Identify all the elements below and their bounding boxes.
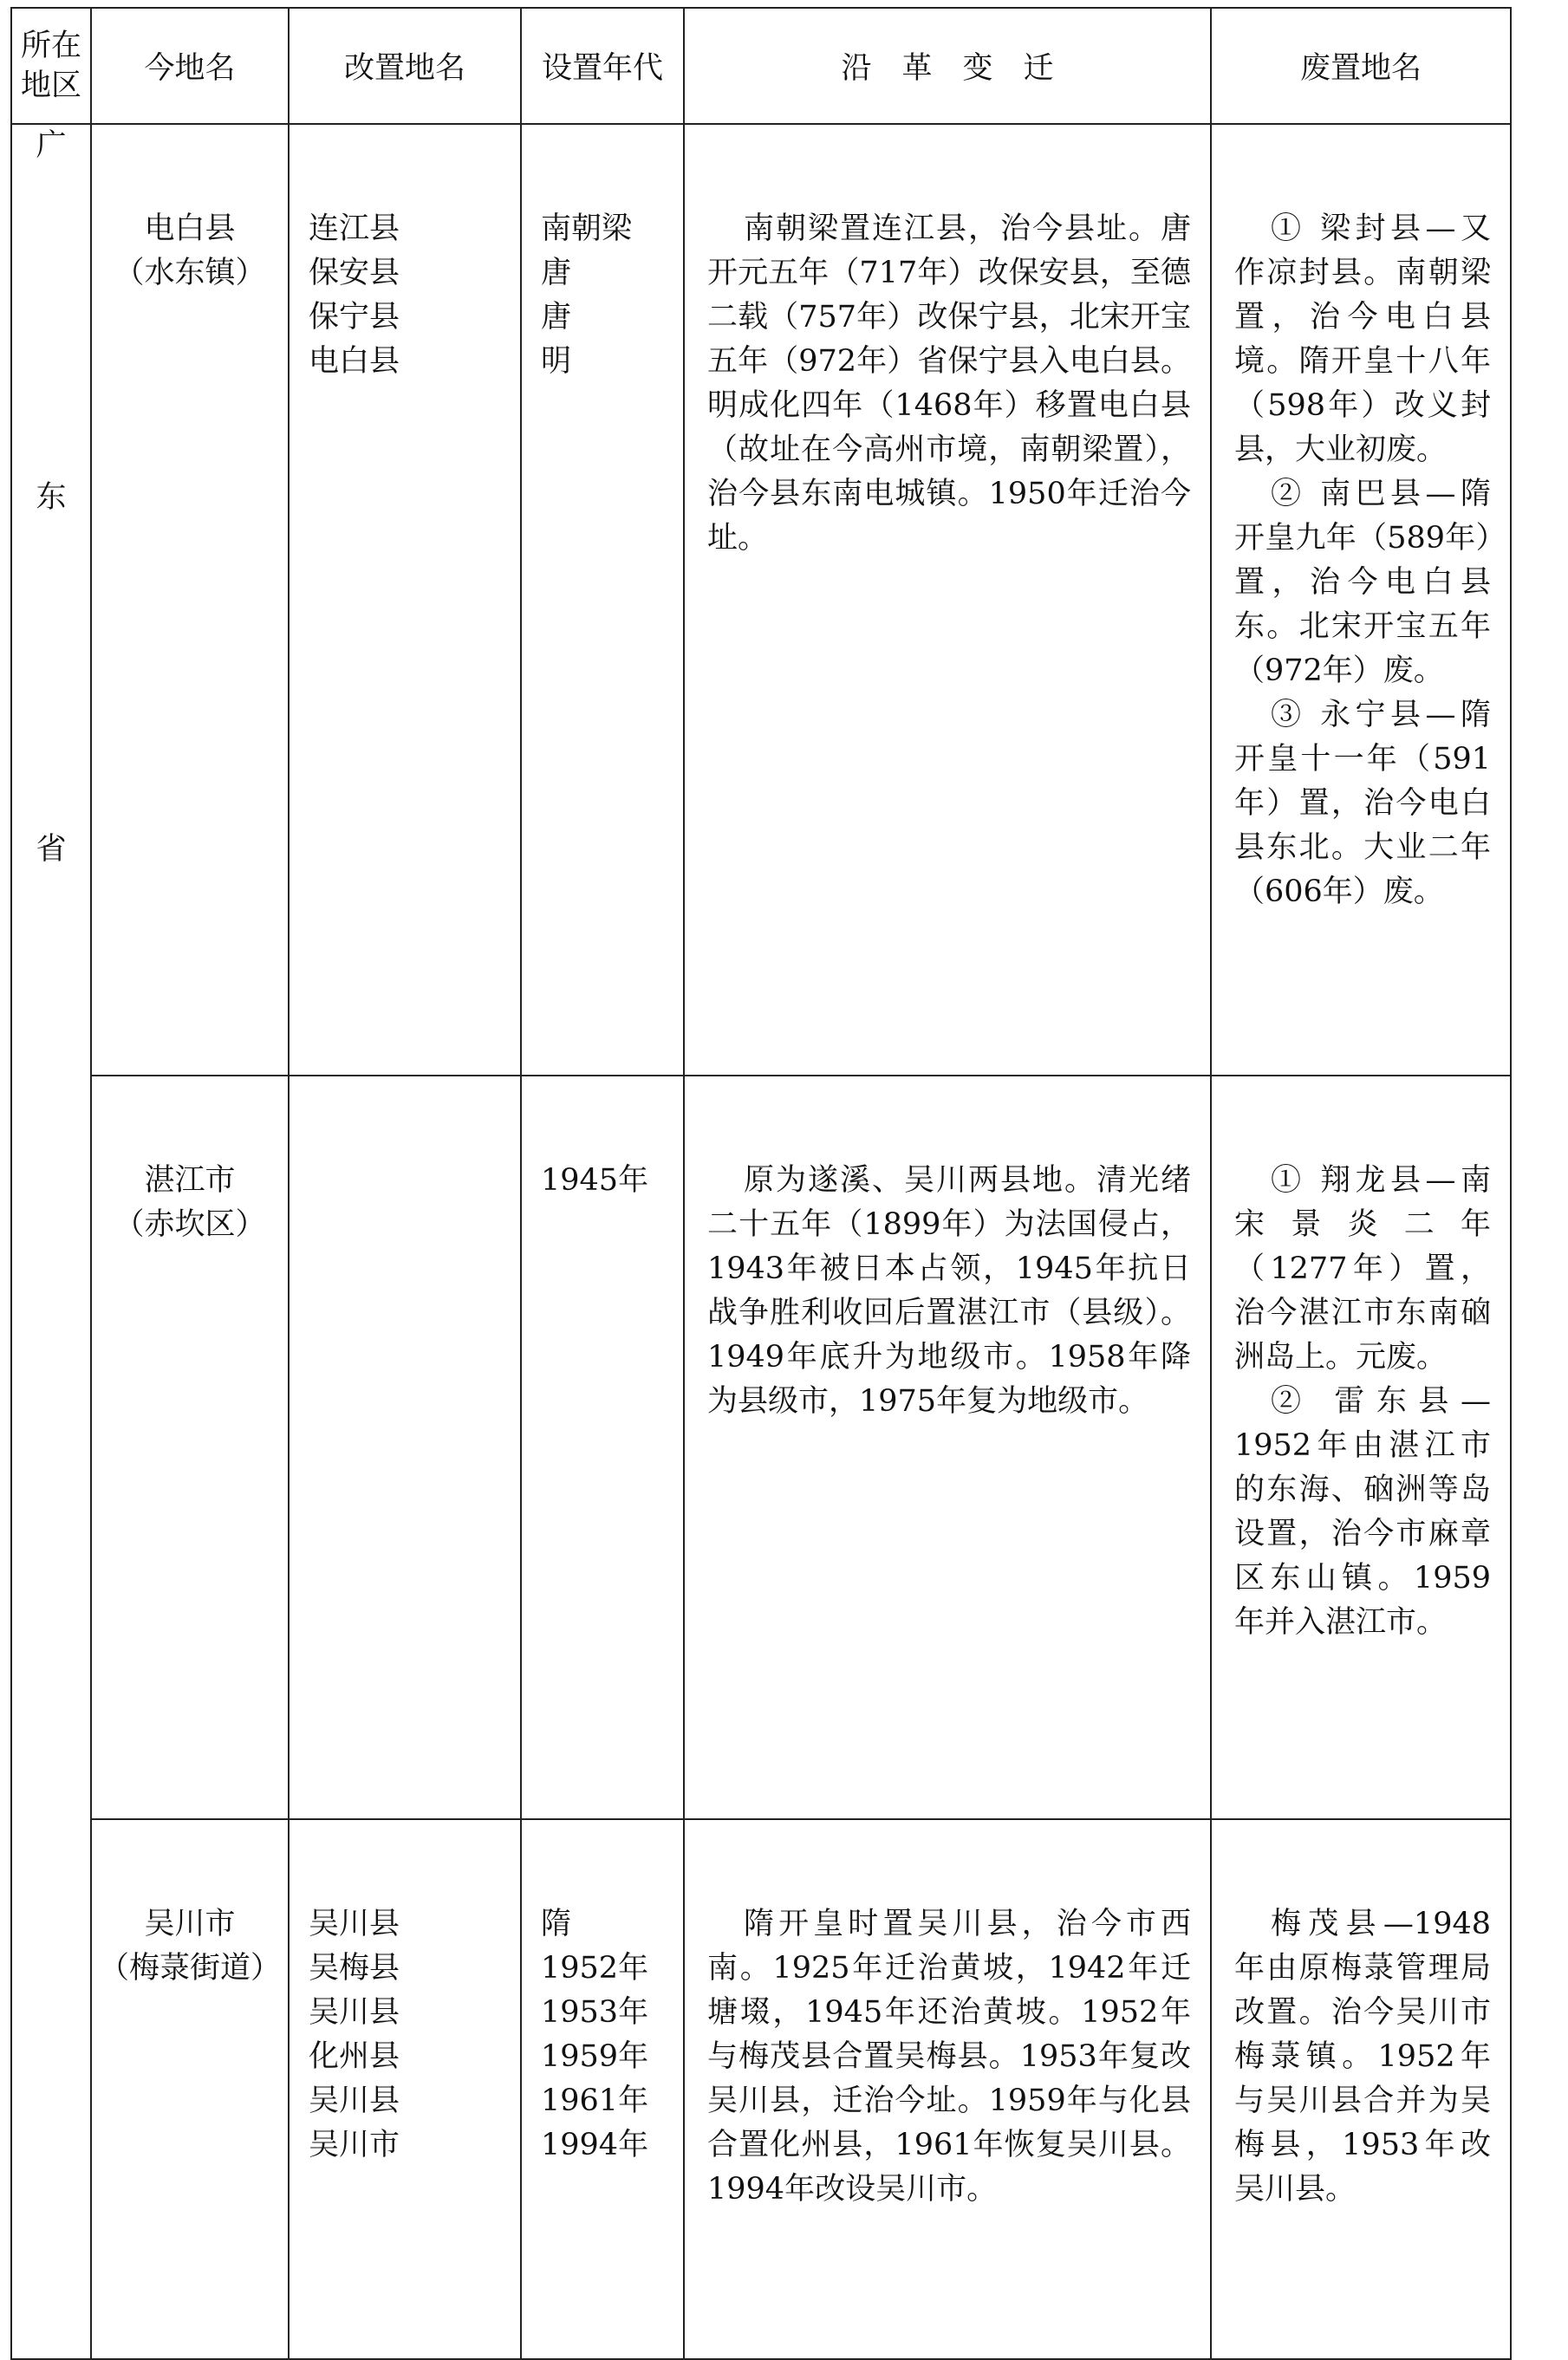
region-cell [11,124,91,2359]
header-renamed: 改置地名 [289,8,521,124]
header-region: 所在 地区 [11,8,91,124]
header-history: 沿 革 变 迁 [684,8,1211,124]
renamed-cell: 吴川县 吴梅县 吴川县 化州县 吴川县 吴川市 [289,1819,521,2359]
header-row [11,8,1511,124]
gazetteer-table [10,7,1512,2360]
abolished-cell: 梅茂县—1948年由原梅菉管理局改置。治今吴川市梅菉镇。1952年与吴川县合并为吴梅县，1953年改吴川县。 [1211,1819,1511,2359]
current-name-cell: 湛江市 （赤坎区） [91,1076,289,1819]
region-char: 广 [36,128,67,163]
header-abolished: 废置地名 [1211,8,1511,124]
table-row [11,1819,1511,2359]
region-char: 东 [36,480,67,515]
table-row [11,1076,1511,1819]
table-row [11,124,1511,1076]
history-cell: 隋开皇时置吴川县，治今市西南。1925年迁治黄坡，1942年迁塘㙍，1945年还治黄坡。1952年与梅茂县合置吴梅县。1953年复改吴川县，迁治今址。1959年与化县合置化州县，1961年恢复吴川县。1994年改设吴川市。 [684,1819,1211,2359]
current-name-cell: 吴川市 （梅菉街道） [91,1819,289,2359]
region-char: 省 [36,832,67,867]
current-name-cell: 电白县 （水东镇） [91,124,289,1076]
era-cell: 1945年 [521,1076,684,1819]
header-era: 设置年代 [521,8,684,124]
renamed-cell [289,1076,521,1819]
era-cell: 南朝梁 唐 唐 明 [521,124,684,1076]
history-cell: 原为遂溪、吴川两县地。清光绪二十五年（1899年）为法国侵占，1943年被日本占领，1945年抗日战争胜利收回后置湛江市（县级）。1949年底升为地级市。1958年降为县级市，1975年复为地级市。 [684,1076,1211,1819]
abolished-cell: ① 梁封县—又作凉封县。南朝梁置，治今电白县境。隋开皇十八年（598年）改义封县，大业初废。 ② 南巴县—隋开皇九年（589年）置，治今电白县东。北宋开宝五年（972年）废。 ③ 永宁县—隋开皇十一年（591年）置，治今电白县东北。大业二年（606年）废。 [1211,124,1511,1076]
abolished-cell: ① 翔龙县—南宋景炎二年（1277年）置，治今湛江市东南硇洲岛上。元废。 ② 雷东县—1952年由湛江市的东海、硇洲等岛设置，治今市麻章区东山镇。1959年并入湛江市。 [1211,1076,1511,1819]
renamed-cell: 连江县 保安县 保宁县 电白县 [289,124,521,1076]
era-cell: 隋 1952年 1953年 1959年 1961年 1994年 [521,1819,684,2359]
header-current-name: 今地名 [91,8,289,124]
history-cell: 南朝梁置连江县，治今县址。唐开元五年（717年）改保安县，至德二载（757年）改保宁县，北宋开宝五年（972年）省保宁县入电白县。明成化四年（1468年）移置电白县（故址在今高州市境，南朝梁置），治今县东南电城镇。1950年迁治今址。 [684,124,1211,1076]
